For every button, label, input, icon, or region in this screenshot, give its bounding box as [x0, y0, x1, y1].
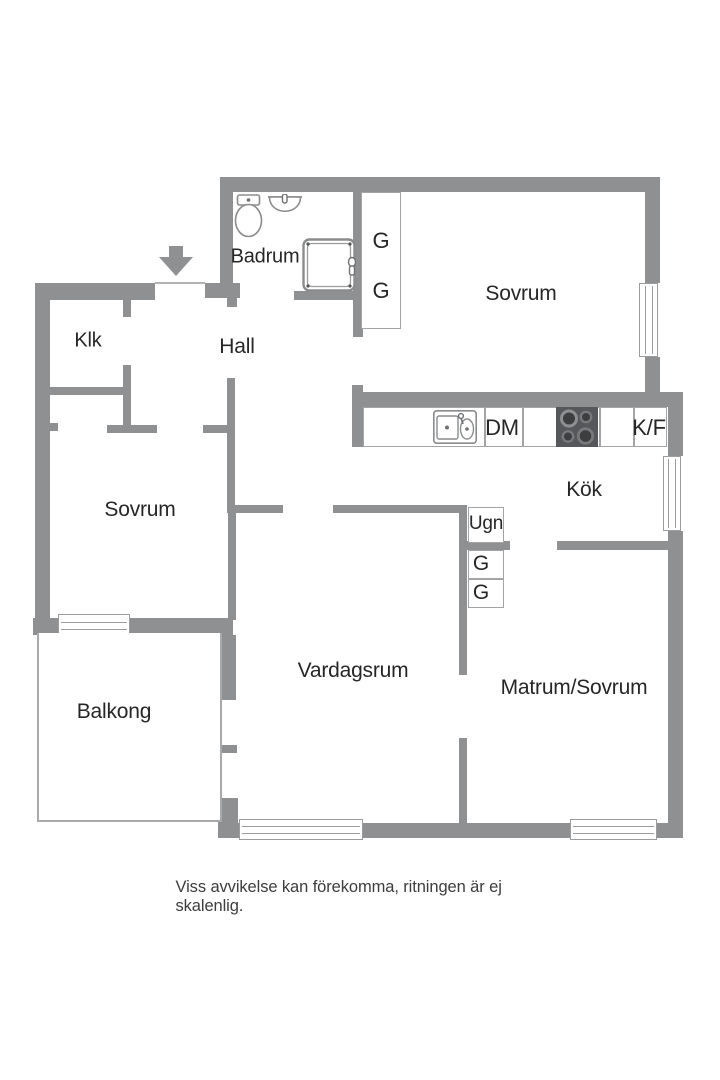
wall-vardagsrum-matrum-lower [459, 738, 467, 828]
wall-kok-north [354, 392, 683, 407]
room-label-sovrum-top: Sovrum [485, 282, 557, 305]
oven-label: Ugn [468, 513, 504, 534]
wardrobe-label-top-2: G [372, 278, 390, 303]
entrance-threshold [155, 282, 205, 284]
wall-vardagsrum-matrum-upper [459, 505, 467, 675]
shower-icon [302, 238, 358, 293]
wardrobe-label-mid-2: G [472, 581, 490, 604]
wall-kok-matrum [557, 541, 673, 550]
toilet-icon [234, 194, 264, 238]
room-label-kok: Kök [566, 478, 602, 501]
wall-east-sovrum-lower [645, 357, 660, 393]
stove-icon [556, 407, 598, 447]
wall-badrum-corner [205, 283, 240, 298]
window-matrum-south [570, 819, 657, 840]
room-label-sovrum-left: Sovrum [104, 498, 176, 521]
wall-badrum-corner-tab [227, 298, 237, 307]
disclaimer-text: Viss avvikelse kan förekomma, ritningen är ej skalenlig. [175, 878, 502, 915]
window-vardagsrum-south [239, 819, 363, 840]
entrance-arrow-icon [155, 244, 197, 278]
counter-divider [599, 408, 601, 446]
wall-hall-vardagsrum-left [235, 505, 283, 513]
room-label-badrum: Badrum [230, 245, 300, 268]
wall-east-matrum [668, 531, 683, 838]
window-sovrum-east [639, 283, 658, 357]
window-kok-east [663, 456, 681, 531]
room-label-vardagsrum: Vardagsrum [297, 659, 409, 682]
dishwasher-label: DM [485, 415, 519, 440]
wall-hall-stub [203, 425, 227, 433]
wall-east-sovrum [645, 177, 660, 283]
wall-kok-west [352, 385, 363, 447]
counter-divider [522, 408, 524, 446]
wall-vardagsrum-west-upper [228, 513, 236, 620]
wall-sovrum-door-stub-west [48, 423, 58, 431]
wall-sovrum-door-t [107, 425, 157, 433]
wall-klk-east [123, 365, 131, 425]
wardrobe-label-top-1: G [372, 228, 390, 253]
washbasin-icon [266, 194, 304, 224]
balcony-railing [37, 633, 222, 822]
wall-klk-sovrum [50, 387, 127, 395]
room-label-hall: Hall [219, 335, 255, 358]
wall-klk-top [35, 283, 155, 300]
wall-hall-vardagsrum-right [333, 505, 467, 513]
wall-top [220, 177, 660, 192]
room-label-matrum: Matrum/Sovrum [500, 676, 648, 699]
fridge-freezer-label: K/F [632, 415, 666, 440]
wall-hall-west [227, 378, 235, 513]
wall-klk-stub [123, 300, 131, 317]
wall-west [35, 283, 50, 633]
wardrobe-label-mid-1: G [472, 552, 490, 575]
wall-vardagsrum-west-mid [220, 635, 236, 700]
wardrobe-box-top [361, 192, 401, 329]
kitchen-sink-icon [433, 410, 477, 444]
room-label-balkong: Balkong [76, 700, 152, 723]
room-label-klk: Klk [74, 329, 102, 352]
